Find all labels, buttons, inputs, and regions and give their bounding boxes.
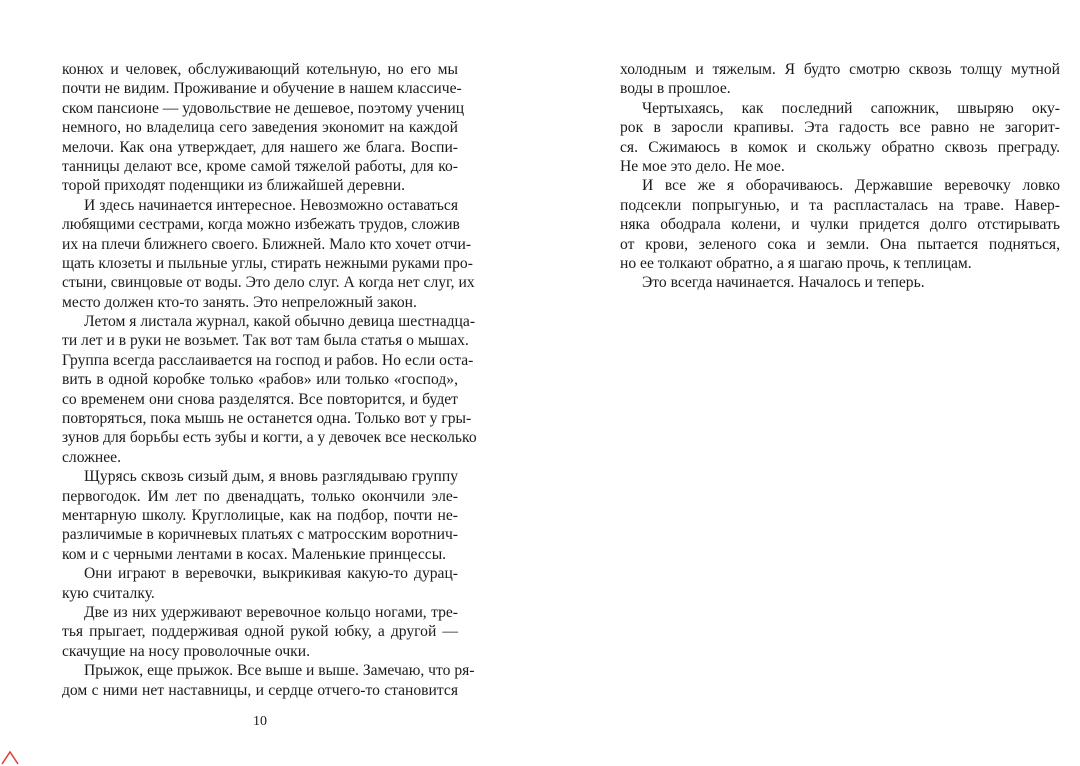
right-text-column [620,60,1060,293]
text-line: тья прыгает, поддерживая одной рукой юбку, а другой — [62,623,458,641]
page-number: 10 [253,714,267,729]
text-line: И все же я оборачиваюсь. Державшие веревочку ловко [642,177,1060,195]
text-line: Летом я листала журнал, какой обычно девица шестнадца- [84,313,476,331]
text-line: рок в заросли крапивы. Эта гадость все равно не загорит- [620,119,1060,137]
text-line: место должен кто-то занять. Это непреложный закон. [62,293,417,311]
text-line: сложнее. [62,448,121,466]
text-line: ся. Сжимаюсь в комок и скольжу обратно сквозь преграду. [620,138,1060,156]
text-line: няка ободрала колени, и чулки придется долго отстирывать [620,216,1060,234]
text-line: повторяться, пока мышь не останется одна. Только вот у гры- [62,410,472,428]
text-line: различимые в коричневых платьях с матросским воротнич- [62,526,458,544]
text-line: зунов для борьбы есть зубы и когти, а у девочек все несколько [62,429,477,447]
text-line: стыни, свинцовые от воды. Это дело слуг. А когда нет слуг, их [62,274,475,292]
text-line: любящими сестрами, когда можно избежать трудов, сложив [62,216,460,234]
text-line: И здесь начинается интересное. Невозможно оставаться [84,196,458,214]
text-line: торой приходят поденщики из ближайшей деревни. [62,177,405,195]
text-line: скачущие на носу проволочные очки. [62,642,310,660]
text-line: их на плечи ближнего своего. Ближней. Мало кто хочет отчи- [62,235,472,253]
text-line: кую считалку. [62,584,155,602]
text-line: ком и с черными лентами в косах. Маленькие принцессы. [62,545,447,563]
text-line: Щурясь сквозь сизый дым, я вновь разглядываю группу [84,468,458,486]
text-line: первогодок. Им лет по двенадцать, только окончили эле- [62,487,458,505]
left-text-column [62,60,477,700]
text-line: ментарную школу. Круглолицые, как на подбор, почти не- [62,506,458,524]
corner-crop-mark [0,746,22,766]
text-line: со временем они снова разделятся. Все повторится, и будет [62,390,458,408]
text-line: дом с ними нет наставницы, и сердце отчего-то становится [62,681,458,699]
text-line: танницы делают все, кроме самой тяжелой работы, для ко- [62,157,458,175]
text-line: Не мое это дело. Не мое. [620,157,785,175]
text-line: Чертыхаясь, как последний сапожник, швыряю оку- [642,99,1060,117]
text-line: немного, но владелица сего заведения экономит на каждой [62,119,458,137]
text-line: воды в прошлое. [620,80,731,98]
text-line: Прыжок, еще прыжок. Все выше и выше. Замечаю, что ря- [84,662,475,680]
right-page [540,0,1080,766]
text-line: конюх и человек, обслуживающий котельную, но его мы [62,61,458,78]
text-line: мелочи. Как она утверждает, для нашего же блага. Воспи- [62,138,458,156]
text-line: вить в одной коробке только «рабов» или только «господ», [62,371,458,389]
text-line: холодным и тяжелым. Я будто смотрю сквозь толщу мутной [620,61,1060,78]
text-line: Группа всегда расслаивается на господ и рабов. Но если оста- [62,351,474,369]
text-line: Это всегда начинается. Началось и теперь. [642,274,925,292]
text-line: но ее толкают обратно, а я шагаю прочь, к теплицам. [620,254,972,272]
text-line: почти не видим. Проживание и обучение в нашем классиче- [62,80,462,98]
text-line: ти лет и в руки не возьмет. Так вот там была статья о мышах. [62,332,469,350]
text-line: подсекли попрыгунью, и та распласталась на траве. Навер- [620,196,1060,214]
text-line: щать клозеты и пыльные углы, стирать нежными руками про- [62,254,473,272]
text-line: от крови, зеленого сока и земли. Она пытается подняться, [620,235,1060,253]
text-line: ском пансионе — удовольствие не дешевое, поэтому учениц [62,99,465,117]
text-line: Они играют в веревочки, выкрикивая какую-то дурац- [84,565,458,583]
text-line: Две из них удерживают веревочное кольцо ногами, тре- [84,603,458,621]
